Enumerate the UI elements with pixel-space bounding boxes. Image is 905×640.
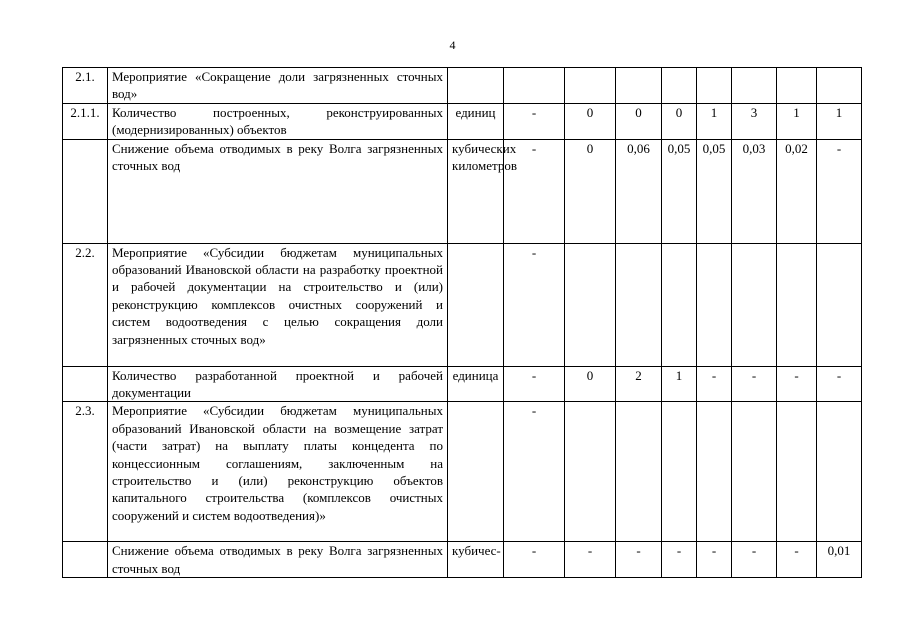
row-value [732,402,777,542]
row-value: - [697,366,732,402]
row-name: Количество разработанной проектной и рабочей документации [108,366,448,402]
row-unit: кубических километров [448,139,504,243]
row-value [565,402,616,542]
table-row [63,139,862,243]
row-unit [448,243,504,366]
row-value: - [504,542,565,578]
row-value [732,68,777,104]
row-number: 2.1. [63,68,108,104]
row-value [616,402,662,542]
row-value: - [616,542,662,578]
row-value: - [504,103,565,139]
row-unit: единиц [448,103,504,139]
row-value: - [504,139,565,243]
row-value: 1 [662,366,697,402]
row-value [697,402,732,542]
row-unit: кубичес- [448,542,504,578]
row-value [565,243,616,366]
row-value: 0,06 [616,139,662,243]
indicators-table [62,67,862,578]
row-value [662,402,697,542]
page-number: 4 [449,38,456,52]
row-value: - [817,366,862,402]
row-unit: единица [448,366,504,402]
row-value [662,68,697,104]
row-value: 0 [662,103,697,139]
row-value [777,243,817,366]
row-value: - [504,243,565,366]
row-name: Мероприятие «Сокращение доли загрязненных сточных вод» [108,68,448,104]
row-value: 0,05 [662,139,697,243]
row-unit [448,68,504,104]
row-value: - [504,402,565,542]
row-unit [448,402,504,542]
row-name: Снижение объема отводимых в реку Волга загрязненных сточных вод [108,139,448,243]
row-value [616,68,662,104]
row-value: - [817,139,862,243]
row-value: 1 [817,103,862,139]
table-row [63,366,862,402]
row-value [565,68,616,104]
row-value: 0 [616,103,662,139]
table-row [63,103,862,139]
row-value: 0,05 [697,139,732,243]
row-number: 2.1.1. [63,103,108,139]
row-value [616,243,662,366]
row-value: - [662,542,697,578]
row-value: 0,03 [732,139,777,243]
row-number: 2.2. [63,243,108,366]
row-value [504,68,565,104]
row-value [817,402,862,542]
row-value: 1 [777,103,817,139]
table-row [63,243,862,366]
row-value [697,68,732,104]
row-name: Мероприятие «Субсидии бюджетам муниципальных образований Ивановской области на возмещение затрат (части затрат) на выплату платы концедента по концессионным соглашениям, заключенным на строительство и (или) реконструкцию объектов капитального строительства (комплексов очистных сооружений и систем водоотведения)» [108,402,448,542]
row-value [817,68,862,104]
row-value [777,402,817,542]
table-row [63,68,862,104]
row-value: - [504,366,565,402]
row-value [817,243,862,366]
row-value: - [697,542,732,578]
row-value: 0,02 [777,139,817,243]
row-value: 3 [732,103,777,139]
row-value: 0 [565,366,616,402]
row-number [63,366,108,402]
row-name: Снижение объема отводимых в реку Волга загрязненных сточных вод [108,542,448,578]
row-value [662,243,697,366]
row-value [697,243,732,366]
row-value [732,243,777,366]
table-row [63,542,862,578]
row-name: Мероприятие «Субсидии бюджетам муниципальных образований Ивановской области на разработку проектной и рабочей документации на строительство и (или) реконструкцию комплексов очистных сооружений и систем водоотведения с целью сокращения доли загрязненных сточных вод» [108,243,448,366]
row-value: 1 [697,103,732,139]
row-value [777,68,817,104]
row-value: 2 [616,366,662,402]
row-value: 0 [565,103,616,139]
row-number [63,542,108,578]
row-value: - [565,542,616,578]
row-value: - [732,366,777,402]
table-row [63,402,862,542]
row-value: - [777,542,817,578]
row-number: 2.3. [63,402,108,542]
row-value: - [732,542,777,578]
row-value: 0 [565,139,616,243]
row-name: Количество построенных, реконструированных (модернизированных) объектов [108,103,448,139]
row-number [63,139,108,243]
row-value: - [777,366,817,402]
row-value: 0,01 [817,542,862,578]
